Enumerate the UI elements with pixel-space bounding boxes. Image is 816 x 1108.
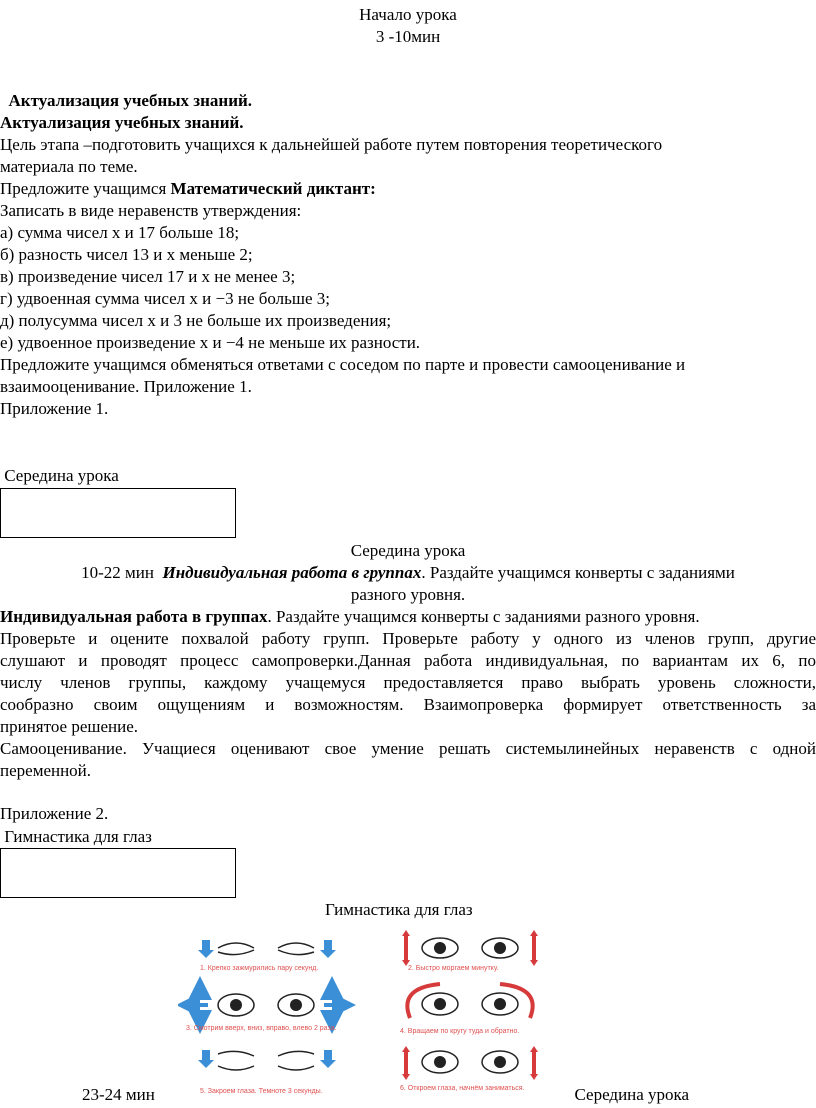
paragraph-line: слушают и проводят процесс самопроверки.Данная работа индивидуальная, по вариантам их 6, по (0, 651, 816, 670)
exercise-caption: 1. Крепко зажмурились пару секунд. (200, 965, 319, 972)
exercise-caption: 4. Вращаем по кругу туда и обратно. (400, 1028, 520, 1035)
self-assessment-line-2: переменной. (0, 761, 92, 780)
exchange-line-1: Предложите учащимся обменяться ответами с соседом по парте и провести самооценивание и (0, 355, 686, 374)
mid-lesson-label: Середина урока (4, 466, 119, 485)
exercise-caption: 2. Быстро моргаем минутку. (408, 965, 499, 972)
lesson-start-title: Начало урока (359, 5, 457, 24)
blinking-eyes-icon (402, 930, 538, 966)
paragraph-line: числу членов группы, каждому учащемуся предоставляется право выбрать уровень сложности, (0, 673, 816, 692)
exchange-line-2: взаимооценивание. Приложение 1. (0, 377, 252, 396)
group-work-line: 10-22 мин Индивидуальная работа в группах. Раздайте учащимся конверты с заданиями (81, 563, 735, 582)
goal-line-1: Цель этапа –подготовить учащихся к дальнейшей работе путем повторения теоретического (0, 135, 663, 154)
dictation-item: а) сумма чисел х и 17 больше 18; (0, 223, 240, 242)
paragraph-line: Проверьте и оцените похвалой работу групп. Проверьте работу у одного из членов групп, другие (0, 629, 816, 648)
gym-time: 23-24 мин (82, 1085, 155, 1104)
lesson-start-time: 3 -10мин (375, 27, 441, 46)
dictation-item: д) полусумма чисел х и 3 не больше их произведения; (0, 311, 392, 330)
exercise-caption: 5. Закроем глаза. Темноте 3 секунды. (200, 1088, 323, 1095)
dictation-item: в) произведение чисел 17 и х не менее 3; (0, 267, 296, 286)
task-intro: Записать в виде неравенств утверждения: (0, 201, 302, 220)
next-mid-lesson: Середина урока (574, 1085, 690, 1104)
mid-lesson-title: Середина урока (350, 541, 466, 560)
paragraph-line: сообразно своим ощущениям и возможностям. Взаимопроверка формирует ответственность за (0, 695, 816, 714)
goal-line-2: материала по теме. (0, 157, 138, 176)
dictation-item: е) удвоенное произведение х и −4 не меньше их разности. (0, 333, 421, 352)
eye-exercise-svg (178, 928, 563, 1098)
open-eyes-icon (402, 1046, 538, 1080)
empty-frame (0, 848, 236, 898)
section1-heading-repeat: Актуализация учебных знаний. (8, 91, 253, 110)
group-work-repeat: Индивидуальная работа в группах. Раздайте учащимся конверты с заданиями разного уровня. (0, 607, 700, 626)
appendix-1: Приложение 1. (0, 399, 109, 418)
rotating-eyes-icon (407, 984, 532, 1018)
closed-eyes-icon (198, 1050, 336, 1070)
look-directions-eyes-icon (188, 988, 344, 1022)
self-assessment-line-1: Самооценивание. Учащиеся оценивают свое умение решать системылинейных неравенств с одной (0, 739, 816, 758)
eye-gym-title: Гимнастика для глаз (325, 900, 473, 919)
group-work-line-2: разного уровня. (350, 585, 466, 604)
squeezed-eyes-icon (198, 940, 336, 958)
dictation-item: г) удвоенная сумма чисел х и −3 не больше 3; (0, 289, 331, 308)
eye-exercise-illustration (178, 928, 563, 1098)
paragraph-last: принятое решение. (0, 717, 138, 736)
exercise-caption: 6. Откроем глаза, начнём заниматься. (400, 1085, 525, 1092)
dictation-item: б) разность чисел 13 и х меньше 2; (0, 245, 253, 264)
empty-frame (0, 488, 236, 538)
dictation-offer: Предложите учащимся Математический диктант: (0, 179, 376, 198)
appendix-2: Приложение 2. (0, 804, 109, 823)
exercise-caption: 3. Смотрим вверх, вниз, вправо, влево 2 раза. (186, 1025, 337, 1032)
eye-gym-label: Гимнастика для глаз (4, 827, 152, 846)
section1-heading: Актуализация учебных знаний. (0, 113, 244, 132)
